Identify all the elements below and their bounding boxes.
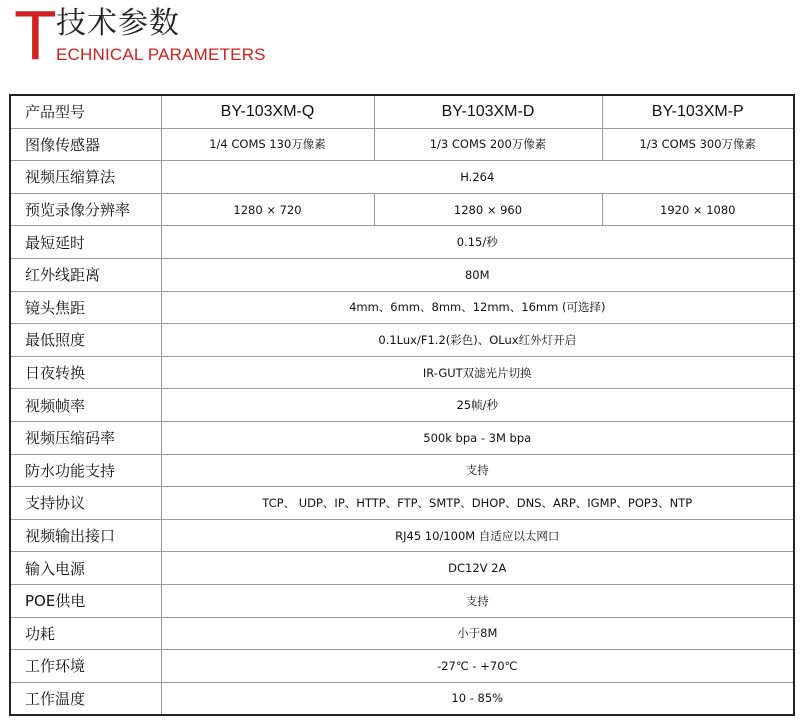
- cell-value: 500k bpa - 3M bpa: [161, 421, 793, 454]
- row-label: 产品型号: [11, 96, 161, 128]
- row-label: 视频压缩算法: [11, 161, 161, 194]
- row-label: 视频输出接口: [11, 519, 161, 552]
- cell-value: H.264: [161, 161, 793, 194]
- page-subtitle: ECHNICAL PARAMETERS: [56, 45, 266, 64]
- table-row-power-consumption: [11, 617, 793, 650]
- model-p-header: BY-103XM-P: [602, 96, 793, 128]
- model-q-header: BY-103XM-Q: [161, 96, 374, 128]
- table-row-min-latency: [11, 226, 793, 259]
- row-label: 最短延时: [11, 226, 161, 259]
- cell-value: 1280 × 720: [161, 193, 374, 226]
- row-label: 防水功能支持: [11, 454, 161, 487]
- table-row-ir-distance: [11, 258, 793, 291]
- row-label: 输入电源: [11, 552, 161, 585]
- table-row-day-night: [11, 356, 793, 389]
- table-row-environment: [11, 650, 793, 683]
- row-label: 视频帧率: [11, 389, 161, 422]
- page-header: [0, 0, 800, 80]
- row-label: 红外线距离: [11, 258, 161, 291]
- cell-value: 1/3 COMS 300万像素: [602, 128, 793, 161]
- row-label: 镜头焦距: [11, 291, 161, 324]
- row-label: 支持协议: [11, 487, 161, 520]
- table-row-resolution: [11, 193, 793, 226]
- cell-value: 支持: [161, 584, 793, 617]
- table-row-bitrate: [11, 421, 793, 454]
- cell-value: TCP、 UDP、IP、HTTP、FTP、SMTP、DHOP、DNS、ARP、IGMP、POP3、NTP: [161, 487, 793, 520]
- cell-value: -27℃ - +70℃: [161, 650, 793, 683]
- cell-value: 1920 × 1080: [602, 193, 793, 226]
- cell-value: 10 - 85%: [161, 682, 793, 714]
- table-row-models: [11, 96, 793, 128]
- row-label: 工作环境: [11, 650, 161, 683]
- row-label: 最低照度: [11, 324, 161, 357]
- cell-value: 支持: [161, 454, 793, 487]
- cell-value: 1/4 COMS 130万像素: [161, 128, 374, 161]
- cell-value: 0.15/秒: [161, 226, 793, 259]
- table-row-waterproof: [11, 454, 793, 487]
- table-row-min-illumination: [11, 324, 793, 357]
- cell-value: 1/3 COMS 200万像素: [374, 128, 602, 161]
- row-label: 视频压缩码率: [11, 421, 161, 454]
- cell-value: IR-GUT双滤光片切换: [161, 356, 793, 389]
- page-title: 技术参数: [56, 6, 180, 41]
- row-label: POE供电: [11, 584, 161, 617]
- cell-value: 1280 × 960: [374, 193, 602, 226]
- model-d-header: BY-103XM-D: [374, 96, 602, 128]
- table-row-power-input: [11, 552, 793, 585]
- row-label: 功耗: [11, 617, 161, 650]
- table-row-poe: [11, 584, 793, 617]
- parameters-table: [9, 94, 795, 716]
- table-row-sensor: [11, 128, 793, 161]
- title-initial-letter: T: [14, 0, 57, 74]
- table-row-compression: [11, 161, 793, 194]
- cell-value: RJ45 10/100M 自适应以太网口: [161, 519, 793, 552]
- cell-value: 小于8M: [161, 617, 793, 650]
- cell-value: 80M: [161, 258, 793, 291]
- cell-value: 4mm、6mm、8mm、12mm、16mm (可选择): [161, 291, 793, 324]
- table-row-video-output: [11, 519, 793, 552]
- table-row-temperature: [11, 682, 793, 714]
- row-label: 预览录像分辨率: [11, 193, 161, 226]
- cell-value: 25帧/秒: [161, 389, 793, 422]
- cell-value: 0.1Lux/F1.2(彩色)、OLux红外灯开启: [161, 324, 793, 357]
- row-label: 日夜转换: [11, 356, 161, 389]
- row-label: 工作温度: [11, 682, 161, 714]
- table-row-frame-rate: [11, 389, 793, 422]
- table-row-lens-focal: [11, 291, 793, 324]
- row-label: 图像传感器: [11, 128, 161, 161]
- cell-value: DC12V 2A: [161, 552, 793, 585]
- table-row-protocols: [11, 487, 793, 520]
